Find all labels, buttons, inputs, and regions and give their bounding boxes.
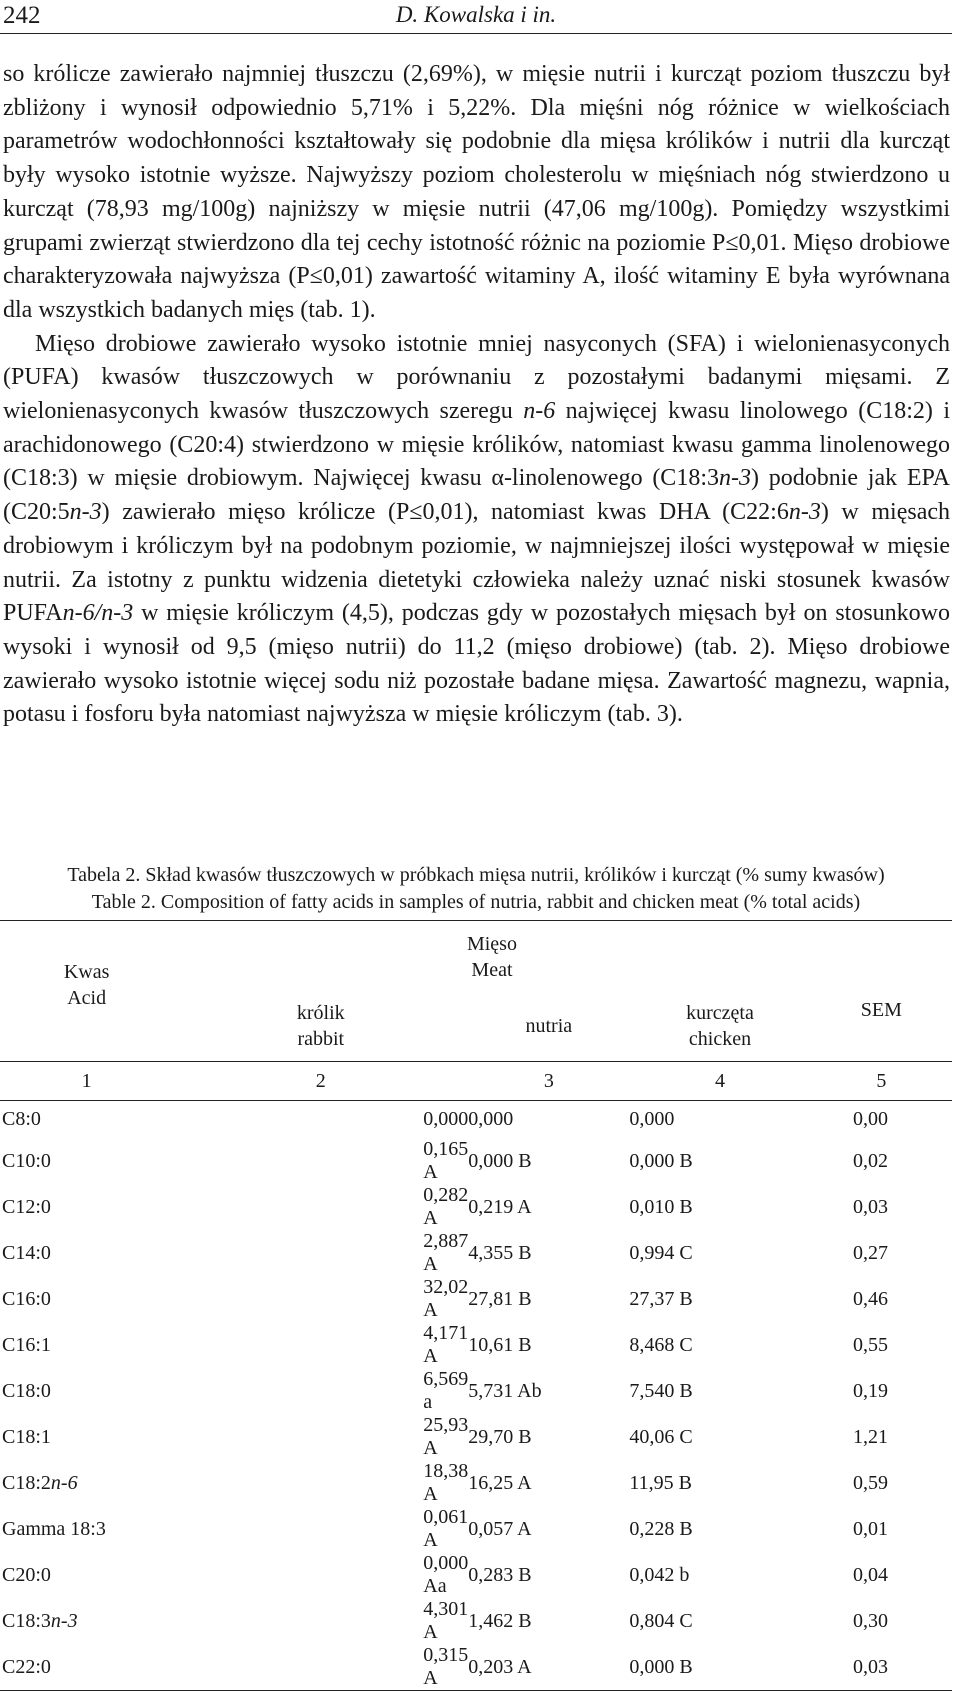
acid-name-cell	[0, 1552, 173, 1598]
running-head: D. Kowalska i in.	[395, 2, 557, 27]
caption-polish: Tabela 2. Skład kwasów tłuszczowych w próbkach mięsa nutrii, królików i kurcząt (% sumy kwasów)	[67, 864, 885, 886]
sem-value-cell: 0,04	[853, 1563, 888, 1586]
chicken-value-cell: 11,95 B	[629, 1471, 692, 1494]
rabbit-value-cell: 0,315 A	[173, 1644, 468, 1691]
table-row	[0, 1414, 952, 1460]
table-row	[0, 1552, 952, 1598]
header-rabbit-en: rabbit	[297, 1028, 345, 1050]
text-run: C12:0	[2, 1195, 51, 1218]
chicken-value-cell: 0,804 C	[629, 1609, 693, 1632]
chicken-value-cell: 40,06 C	[629, 1425, 693, 1448]
column-number: 4	[629, 1062, 810, 1101]
header-chicken	[629, 991, 810, 1062]
nutria-value-cell: 16,25 A	[468, 1471, 532, 1494]
table-row	[0, 1368, 952, 1414]
rabbit-value-cell: 6,569 a	[423, 1368, 469, 1413]
table-row	[0, 1644, 952, 1691]
sem-value-cell: 0,02	[853, 1149, 888, 1172]
table-row	[0, 1138, 952, 1184]
sem-value-cell: 0,03	[853, 1195, 888, 1218]
column-number: 1	[0, 1062, 173, 1101]
chicken-value-cell: 7,540 B	[629, 1379, 693, 1402]
chicken-value-cell: 0,228 B	[629, 1517, 693, 1540]
acid-name-cell	[0, 1460, 173, 1506]
text-run: w mięsie króliczym (4,5), podczas gdy w pozostałych mięsach był on stosunkowo wysoki i wynosił od 9,5 (mięso nutrii) do 11,2 (mięso drobiowe) (tab. 2). Mięso drobiowe zawierało wysoko istotnie więcej sodu niż pozostałe badane mięsa. Zawartość magnezu, wapnia, potasu i fosforu była natomiast najwyższa w mięsie króliczym (tab. 3).	[3, 600, 950, 728]
chicken-value-cell: 0,000	[629, 1108, 675, 1130]
text-run: ) podobnie jak EPA (C20:5	[3, 465, 950, 526]
header-sem: SEM	[811, 921, 952, 1062]
table-row	[0, 1230, 952, 1276]
acid-name-cell	[0, 1184, 173, 1230]
rabbit-value-cell: 18,38 A	[423, 1460, 469, 1505]
text-run: ) w mięsach drobiowym i króliczym był na podobnym poziomie, w najmniejszej ilości występował w mięsie nutrii. Za istotny z punktu widzenia dietetyki człowieka należy uznać niski stosunek kwasów PUFA	[3, 499, 951, 627]
page-header	[0, 0, 952, 36]
table-row	[0, 1276, 952, 1322]
italic-text: n-6/n-3	[62, 600, 134, 627]
column-numbers-row	[0, 1062, 952, 1101]
rabbit-value-cell: 4,301 A	[423, 1598, 469, 1643]
text-run: C18:0	[2, 1379, 51, 1402]
text-run: C16:1	[2, 1333, 51, 1356]
column-number: 2	[173, 1062, 468, 1101]
nutria-value-cell: 0,219 A	[468, 1195, 532, 1218]
chicken-value-cell: 0,010 B	[629, 1195, 693, 1218]
text-run: C18:3	[2, 1609, 51, 1632]
acid-name-cell	[0, 1644, 173, 1691]
nutria-value-cell: 0,283 B	[468, 1563, 532, 1586]
header-meat-en: Meat	[471, 959, 513, 981]
table-row	[0, 1506, 952, 1552]
chicken-value-cell: 8,468 C	[629, 1333, 693, 1356]
italic-text: n-3	[718, 465, 751, 492]
rabbit-value-cell: 0,165 A	[423, 1138, 469, 1183]
chicken-value-cell: 0,000 B	[629, 1644, 810, 1691]
italic-text: n-3	[50, 1609, 78, 1632]
table-row	[0, 1184, 952, 1230]
text-run: Mięso drobiowe zawierało wysoko istotnie mniej nasyconych (SFA) i wielonienasyconych (PUFA) kwasów tłuszczowych w porównaniu z pozostałymi badanymi mięsami. Z wielonienasyconych kwasów tłuszczowych szeregu	[3, 330, 950, 425]
text-run: ) zawierało mięso królicze (P≤0,01), natomiast kwas DHA (C22:6	[101, 499, 789, 526]
acid-name-cell	[0, 1368, 173, 1414]
chicken-value-cell: 27,37 B	[629, 1287, 693, 1310]
header-meat-pl: Mięso	[466, 933, 517, 955]
fatty-acids-table	[0, 920, 952, 1691]
nutria-value-cell: 0,000	[468, 1108, 514, 1130]
text-run: C8:0	[2, 1108, 41, 1130]
text-run: Gamma 18:3	[2, 1517, 106, 1540]
rabbit-value-cell: 32,02 A	[423, 1276, 469, 1321]
rabbit-value-cell: 25,93 A	[423, 1414, 469, 1459]
sem-value-cell: 0,30	[853, 1609, 888, 1632]
nutria-value-cell: 4,355 B	[468, 1241, 532, 1264]
header-meat	[173, 921, 810, 992]
table-row	[0, 1460, 952, 1506]
rabbit-value-cell: 0,061 A	[423, 1506, 469, 1551]
acid-name-cell	[0, 1322, 173, 1368]
sem-value-cell: 0,00	[853, 1108, 888, 1130]
nutria-value-cell: 1,462 B	[468, 1609, 532, 1632]
acid-name-cell	[0, 1230, 173, 1276]
sem-value-cell: 0,46	[853, 1287, 888, 1310]
nutria-value-cell: 0,203 A	[468, 1644, 629, 1691]
chicken-value-cell: 0,994 C	[629, 1241, 693, 1264]
table-body	[0, 1101, 952, 1691]
acid-name-cell	[0, 1101, 173, 1139]
nutria-value-cell: 0,057 A	[468, 1517, 532, 1540]
rabbit-value-cell: 4,171 A	[423, 1322, 469, 1367]
sem-value-cell: 1,21	[853, 1425, 888, 1448]
text-run: C18:1	[2, 1425, 51, 1448]
body-text	[3, 58, 950, 732]
chicken-value-cell: 0,000 B	[629, 1149, 693, 1172]
paragraph-2	[3, 328, 950, 732]
header-acid-en: Acid	[67, 987, 107, 1009]
text-run: C10:0	[2, 1149, 51, 1172]
chicken-value-cell: 0,042 b	[629, 1563, 690, 1586]
header-rabbit	[173, 991, 468, 1062]
table-row	[0, 1101, 952, 1139]
acid-name-cell	[0, 1138, 173, 1184]
column-number: 5	[811, 1062, 952, 1101]
caption-english: Table 2. Composition of fatty acids in samples of nutria, rabbit and chicken meat (% total acids)	[91, 891, 861, 913]
text-run: C20:0	[2, 1563, 51, 1586]
table-captions	[0, 862, 952, 916]
header-acid-pl: Kwas	[63, 961, 110, 983]
table-row	[0, 1322, 952, 1368]
page-number: 242	[3, 2, 41, 29]
header-rule	[0, 33, 952, 34]
rabbit-value-cell: 2,887 A	[423, 1230, 469, 1275]
header-nutria: nutria	[525, 1015, 573, 1037]
header-acid	[0, 921, 173, 1062]
nutria-value-cell: 0,000 B	[468, 1149, 532, 1172]
header-chicken-pl: kurczęta	[686, 1002, 754, 1024]
rabbit-value-cell: 0,000	[423, 1108, 469, 1130]
paragraph-1: so królicze zawierało najmniej tłuszczu (2,69%), w mięsie nutrii i kurcząt poziom tłuszczu był zbliżony i wynosił odpowiednio 5,71% i 5,22%. Dla mięśni nóg różnice w wielkościach parametrów wodochłonności kształtowały się podobnie dla mięsa królików i nutrii dla kurcząt były wysoko istotnie wyższe. Najwyższy poziom cholesterolu w mięśniach nóg stwierdzono u kurcząt (78,93 mg/100g) najniższy w mięsie nutrii (47,06 mg/100g). Pomiędzy wszystkimi grupami zwierząt stwierdzono dla tej cechy istotność różnic na poziomie P≤0,01. Mięso drobiowe charakteryzowała najwyższa (P≤0,01) zawartość witaminy A, ilość witaminy E była wyrównana dla wszystkich badanych mięs (tab. 1).	[3, 61, 950, 323]
column-number: 3	[468, 1062, 629, 1101]
header-chicken-en: chicken	[688, 1028, 752, 1050]
text-run: C22:0	[2, 1655, 51, 1678]
italic-text: n-3	[69, 499, 102, 526]
nutria-value-cell: 10,61 B	[468, 1333, 532, 1356]
sem-value-cell: 0,55	[853, 1333, 888, 1356]
acid-name-cell	[0, 1598, 173, 1644]
sem-value-cell: 0,19	[853, 1379, 888, 1402]
italic-text: n-3	[788, 499, 821, 526]
table-row	[0, 1598, 952, 1644]
text-run: najwięcej kwasu linolowego (C18:2) i arachidonowego (C20:4) stwierdzono w mięsie królików, natomiast kwasu gamma linolenowego (C18:3) w mięsie drobiowym. Najwięcej kwasu α-linolenowego (C18:3	[3, 398, 951, 492]
acid-name-cell	[0, 1506, 173, 1552]
acid-name-cell	[0, 1276, 173, 1322]
text-run: C14:0	[2, 1241, 51, 1264]
sem-value-cell: 0,27	[853, 1241, 888, 1264]
italic-text: n-6	[523, 398, 556, 425]
nutria-value-cell: 5,731 Ab	[468, 1379, 542, 1402]
nutria-value-cell: 29,70 B	[468, 1425, 532, 1448]
header-rabbit-pl: królik	[296, 1002, 345, 1024]
text-run: C16:0	[2, 1287, 51, 1310]
sem-value-cell: 0,59	[853, 1471, 888, 1494]
acid-name-cell	[0, 1414, 173, 1460]
rabbit-value-cell: 0,282 A	[423, 1184, 469, 1229]
text-run: C18:2	[2, 1471, 51, 1494]
italic-text: n-6	[50, 1471, 78, 1494]
sem-value-cell: 0,03	[811, 1644, 952, 1691]
nutria-value-cell: 27,81 B	[468, 1287, 532, 1310]
sem-value-cell: 0,01	[853, 1517, 888, 1540]
rabbit-value-cell: 0,000 Aa	[423, 1552, 469, 1597]
